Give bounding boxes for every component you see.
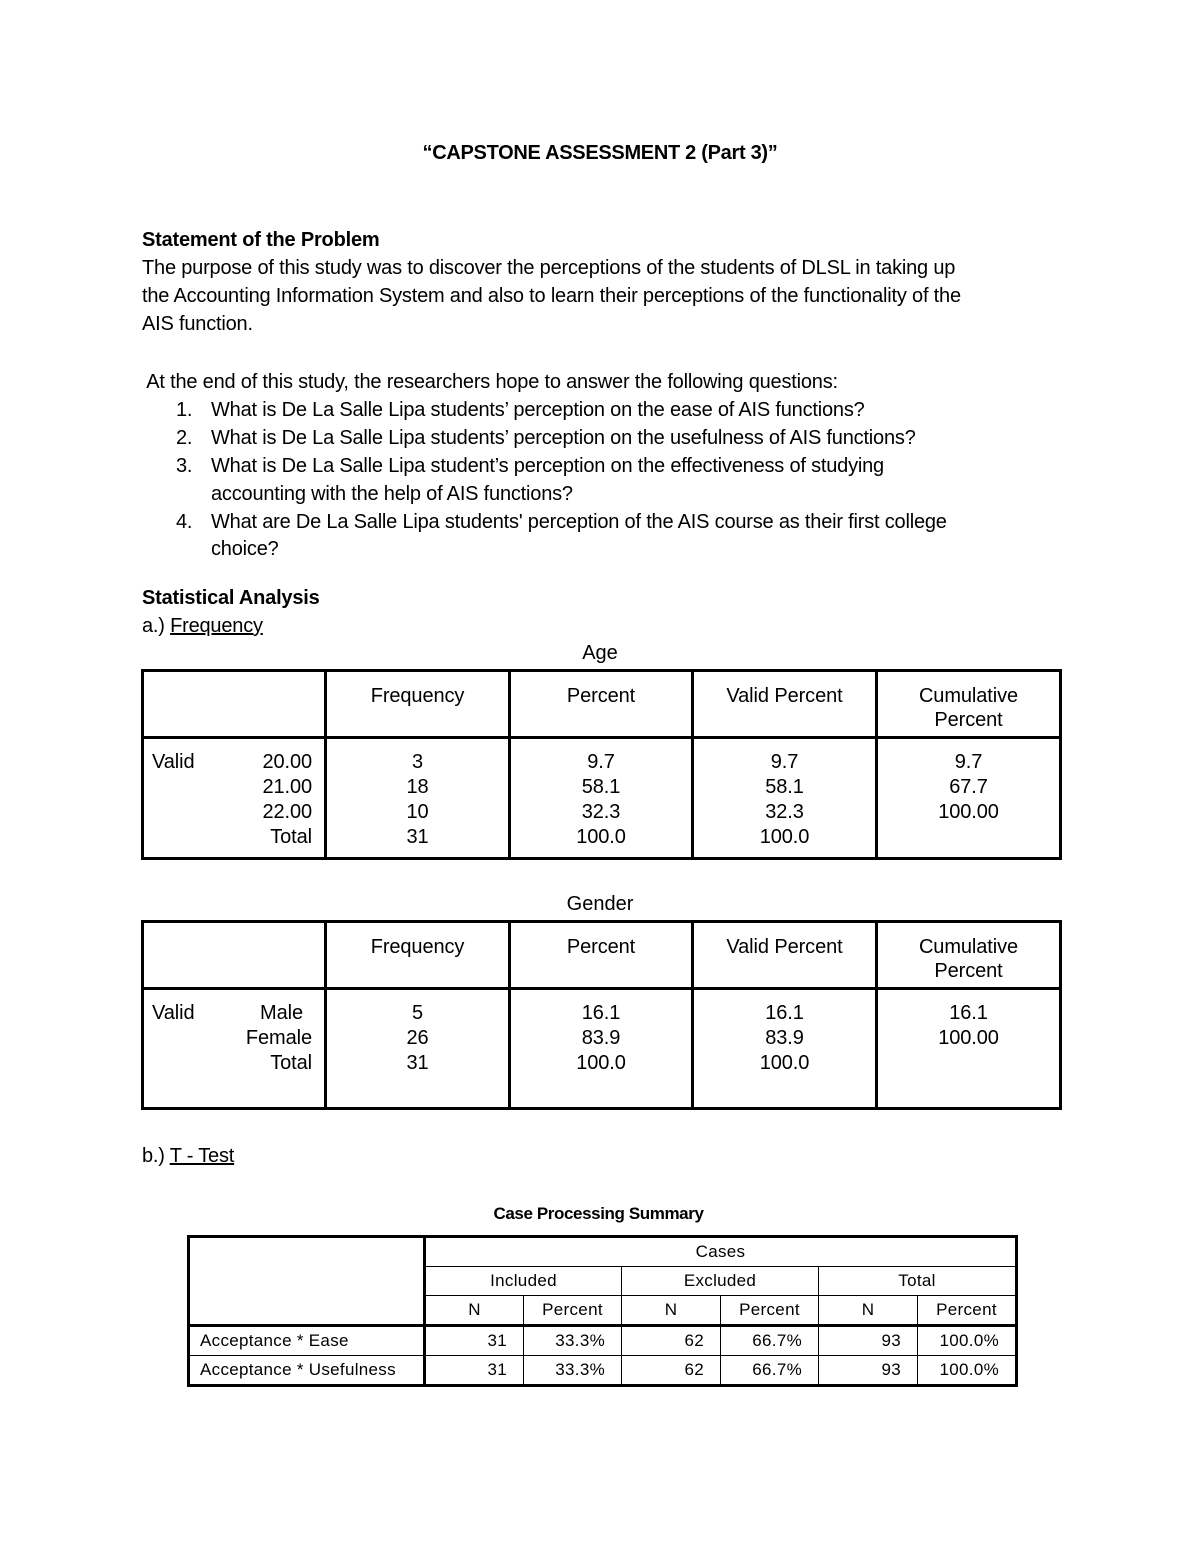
header-percent [510, 671, 693, 738]
frequency-value: 18 [406, 776, 429, 798]
question-continuation [176, 536, 1076, 562]
cumulative-percent-value: 9.7 [954, 751, 983, 773]
cell-value: 31 [425, 1326, 524, 1356]
header-frequency [326, 922, 510, 989]
cumulative-percent-cell [877, 989, 1061, 1109]
header-frequency [326, 671, 510, 738]
question-text: accounting with the help of AIS functions? [211, 483, 573, 505]
question-number: 1. [176, 399, 193, 421]
row-label: Acceptance * Usefulness [189, 1356, 425, 1386]
cumulative-percent-value: 100.00 [938, 1027, 999, 1049]
question-item [176, 396, 1076, 424]
valid-percent-cell [693, 738, 877, 859]
subheader-percent: Percent [721, 1296, 819, 1326]
valid-label: Valid [152, 751, 195, 773]
section-b-prefix: b.) [142, 1145, 170, 1167]
frequency-value: 3 [411, 751, 424, 773]
valid-percent-cell [693, 989, 877, 1109]
valid-label: Valid [152, 1002, 195, 1024]
header-blank-cell [143, 922, 326, 989]
section-b-label: T - Test [169, 1145, 235, 1167]
cell-value: 100.0% [918, 1356, 1017, 1386]
category-value: 22.00 [262, 801, 312, 823]
header-cumulative-percent [877, 671, 1061, 738]
header-blank-cell [189, 1237, 425, 1326]
cell-value: 100.0% [918, 1326, 1017, 1356]
valid-percent-value: 32.3 [765, 801, 804, 823]
section-a-prefix: a.) [142, 615, 171, 637]
subheader-n: N [622, 1296, 721, 1326]
cumulative-percent-value: 67.7 [949, 776, 988, 798]
cumulative-percent-value: 16.1 [949, 1002, 988, 1024]
case-summary-title: Case Processing Summary [493, 1204, 704, 1223]
cell-value: 66.7% [721, 1326, 819, 1356]
category-value: 20.00 [262, 751, 312, 773]
gender-table-caption: Gender [566, 893, 634, 915]
header-cumulative-line: Percent [934, 709, 1003, 731]
question-text: What is De La Salle Lipa student’s perception on the effectiveness of studying [211, 455, 884, 477]
section-a-label: Frequency [170, 615, 263, 637]
frequency-value: 31 [406, 826, 429, 848]
question-item [176, 424, 1076, 452]
case-processing-summary-table [187, 1235, 1018, 1387]
header-valid-percent [693, 922, 877, 989]
subheader-n: N [819, 1296, 918, 1326]
header-cumulative-line: Cumulative [918, 936, 1019, 958]
cell-value: 93 [819, 1356, 918, 1386]
question-text: What is De La Salle Lipa students’ perception on the usefulness of AIS functions? [211, 427, 916, 449]
question-number: 2. [176, 427, 193, 449]
category-value: Total [270, 826, 312, 848]
percent-value: 100.0 [576, 826, 626, 848]
question-number: 3. [176, 455, 193, 477]
group-header-excluded: Excluded [622, 1267, 819, 1296]
table-header-row [143, 922, 1061, 989]
cases-header-row [189, 1237, 1017, 1267]
valid-percent-value: 16.1 [765, 1002, 804, 1024]
table-header-row [143, 671, 1061, 738]
subheader-n: N [425, 1296, 524, 1326]
statement-line: AIS function. [142, 313, 253, 335]
cell-value: 31 [425, 1356, 524, 1386]
header-frequency-label: Frequency [370, 685, 465, 707]
row-label: Acceptance * Ease [189, 1326, 425, 1356]
header-valid-percent-label: Valid Percent [726, 685, 843, 707]
subheader-percent: Percent [918, 1296, 1017, 1326]
cases-header: Cases [425, 1237, 1017, 1267]
category-value: 21.00 [262, 776, 312, 798]
statement-heading: Statement of the Problem [142, 229, 380, 251]
subheader-percent: Percent [524, 1296, 622, 1326]
header-cumulative-percent [877, 922, 1061, 989]
question-continuation [176, 480, 1076, 508]
percent-cell [510, 738, 693, 859]
cell-value: 62 [622, 1356, 721, 1386]
section-b-heading [142, 1142, 234, 1170]
header-cumulative-line: Percent [934, 960, 1003, 982]
document-title: “CAPSTONE ASSESSMENT 2 (Part 3)” [422, 142, 778, 164]
cell-value: 33.3% [524, 1356, 622, 1386]
percent-value: 16.1 [581, 1002, 621, 1024]
question-number: 4. [176, 511, 193, 533]
cell-value: 62 [622, 1326, 721, 1356]
frequency-value: 31 [406, 1052, 429, 1074]
category-value: Total [270, 1052, 312, 1074]
valid-percent-value: 9.7 [770, 751, 799, 773]
group-header-total: Total [819, 1267, 1017, 1296]
statement-line: The purpose of this study was to discover the perceptions of the students of DLSL in taking up [142, 257, 956, 279]
group-header-included: Included [425, 1267, 622, 1296]
header-valid-percent-label: Valid Percent [726, 936, 843, 958]
questions-list [176, 396, 1076, 562]
statement-paragraph [142, 254, 961, 338]
age-table-caption: Age [582, 642, 618, 664]
statement-line: the Accounting Information System and also to learn their perceptions of the functionality of the [142, 285, 961, 307]
cell-value: 33.3% [524, 1326, 622, 1356]
header-valid-percent [693, 671, 877, 738]
cumulative-percent-cell [877, 738, 1061, 859]
percent-value: 58.1 [581, 776, 621, 798]
cumulative-percent-value: 100.00 [938, 801, 999, 823]
table-row [189, 1356, 1017, 1386]
question-item [176, 508, 1076, 536]
question-item [176, 452, 1076, 480]
frequency-value: 26 [406, 1027, 429, 1049]
section-a-heading [142, 612, 263, 640]
category-cell [143, 989, 326, 1109]
valid-percent-value: 100.0 [759, 826, 810, 848]
gender-frequency-table [141, 920, 1062, 1110]
header-percent [510, 922, 693, 989]
category-value: Female [245, 1027, 312, 1049]
frequency-cell [326, 989, 510, 1109]
question-text: What is De La Salle Lipa students’ perception on the ease of AIS functions? [211, 399, 865, 421]
header-cumulative-line: Cumulative [918, 685, 1019, 707]
valid-percent-value: 100.0 [759, 1052, 810, 1074]
age-frequency-table [141, 669, 1062, 860]
table-body-row [143, 738, 1061, 859]
category-value: Male [260, 1002, 303, 1024]
percent-value: 83.9 [581, 1027, 621, 1049]
frequency-value: 5 [411, 1002, 424, 1024]
frequency-value: 10 [406, 801, 429, 823]
percent-value: 32.3 [581, 801, 621, 823]
header-blank-cell [143, 671, 326, 738]
percent-value: 100.0 [576, 1052, 626, 1074]
analysis-heading: Statistical Analysis [142, 587, 320, 609]
frequency-cell [326, 738, 510, 859]
header-frequency-label: Frequency [370, 936, 465, 958]
header-percent-label: Percent [566, 685, 636, 707]
table-row [189, 1326, 1017, 1356]
header-percent-label: Percent [566, 936, 636, 958]
question-text: choice? [211, 538, 279, 560]
questions-intro: At the end of this study, the researchers hope to answer the following questions: [142, 371, 838, 393]
percent-value: 9.7 [587, 751, 615, 773]
question-text: What are De La Salle Lipa students' perception of the AIS course as their first college [211, 511, 947, 533]
valid-percent-value: 83.9 [765, 1027, 804, 1049]
percent-cell [510, 989, 693, 1109]
cell-value: 66.7% [721, 1356, 819, 1386]
category-cell [143, 738, 326, 859]
cell-value: 93 [819, 1326, 918, 1356]
table-body-row [143, 989, 1061, 1109]
valid-percent-value: 58.1 [765, 776, 804, 798]
